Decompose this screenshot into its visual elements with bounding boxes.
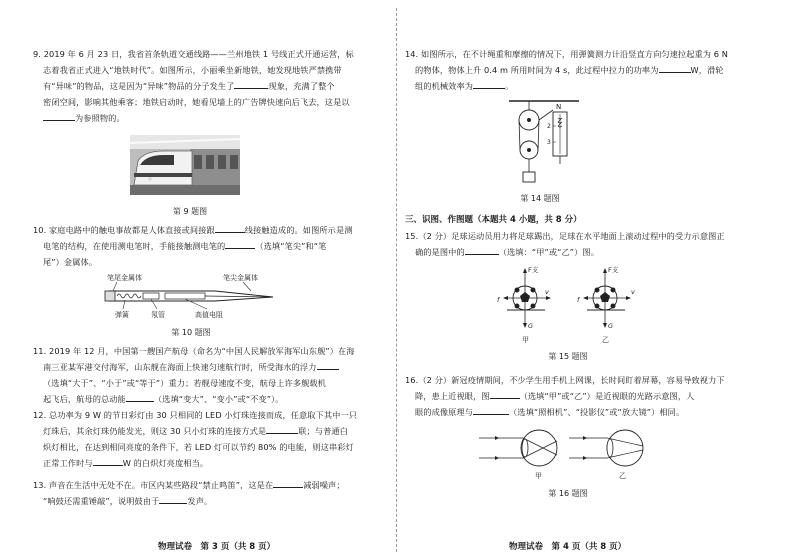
q10-figure-caption: 第 10 题图: [171, 328, 211, 337]
q12-line2: [33, 423, 383, 439]
q11-line4: [33, 391, 383, 407]
q10-blank-1[interactable]: [215, 222, 245, 233]
q9-blank-1[interactable]: [234, 78, 268, 89]
q12-line1: 12. 总功率为 9 W 的节日彩灯由 30 只相同的 LED 小灯珠连接而成，任意取下其中一只: [33, 410, 358, 420]
scale-tick-3: 3: [547, 139, 551, 146]
q16-blank-1[interactable]: [490, 388, 520, 399]
question-13: [33, 477, 383, 509]
jia-label-G: G: [528, 322, 534, 330]
q14-blank-1[interactable]: [659, 62, 691, 73]
q12-line2a: 灯珠后，其余灯珠仍能发光，则这 30 只小灯珠的连接方式是: [43, 426, 267, 436]
q12-blank-2[interactable]: [93, 455, 123, 466]
eye-yi-label: 乙: [619, 472, 626, 480]
question-10: [33, 222, 383, 270]
yi-label-F: F支: [608, 266, 619, 274]
football-diagram-jia: [497, 265, 551, 344]
section-3-heading: 三、识图、作图题（本题共 4 小题，共 8 分）: [405, 215, 582, 225]
q14-line3a: 组的机械效率为: [415, 81, 474, 91]
q9-line4: 密闭空间，影响其他乘客；地铁启动时，她看见墙上的广告牌快速向后飞去，这是以: [43, 97, 350, 107]
q10-line1b: 线接触造成的。如图所示是测: [244, 225, 353, 235]
eye-diagram-yi: [569, 430, 643, 480]
eye-light-path-diagram: [477, 424, 657, 484]
question-9: [33, 46, 383, 126]
q9-line3a: 有“异味”的物品，这是因为“异味”物品的分子发生了: [43, 81, 235, 91]
q16-line2a: 降，患上近视眼，图: [415, 391, 490, 401]
q12-line4a: 正常工作时与: [43, 458, 93, 468]
scale-tick-2: 2: [547, 123, 551, 130]
q11-blank-1[interactable]: [317, 359, 339, 370]
q14-line1: 14. 如图所示，在不计绳重和摩擦的情况下，用弹簧测力计沿竖直方向匀速拉起重为 6 N: [405, 49, 729, 59]
q9-line3: [33, 78, 383, 94]
q10-line1a: 10. 家庭电路中的触电事故都是人体直接或间接跟: [33, 225, 215, 235]
q15-line2b: （选填：“甲”或“乙”）图。: [498, 247, 599, 257]
question-14: [405, 46, 765, 94]
yi-label-G: G: [608, 322, 614, 330]
yi-label-v: v: [631, 288, 635, 296]
q9-blank-2[interactable]: [43, 110, 75, 121]
q16-line2: [405, 388, 765, 404]
question-11: [33, 343, 383, 407]
q16-line3b: （选填“照相机”、“投影仪”或“放大镜”）相同。: [509, 407, 685, 417]
q10-line2: [33, 238, 383, 254]
q13-line1b: 减弱噪声；: [303, 480, 345, 490]
q15-line2: [405, 244, 765, 260]
q12-line2b: 联；与普通白: [298, 426, 348, 436]
q11-line2: [33, 359, 383, 375]
jia-label-F: F支: [528, 266, 539, 274]
q9-line2: 志着我省正式进入“地铁时代”。如图所示，小丽乘坐新地铁，她发现地铁严禁携带: [43, 65, 342, 75]
question-15: [405, 228, 765, 260]
q16-line2b: （选填“甲”或“乙”）是近视眼的光路示意图，人: [519, 391, 695, 401]
q13-blank-2[interactable]: [159, 493, 187, 504]
q13-line2: [33, 493, 383, 509]
yi-label-f: f: [577, 296, 580, 304]
q14-figure-caption: 第 14 题图: [520, 194, 560, 203]
q11-line3: （选填“大于”、“小于”或“等于”）重力；若舰母速度不变，航母上许多舰载机: [43, 378, 326, 388]
eye-diagram-jia: [479, 430, 557, 480]
q10-line3: 尾”）金属体。: [43, 257, 98, 267]
yi-label: 乙: [602, 336, 609, 344]
q15-line1: 15.（2 分）足球运动员用力将足球踢出，足球在水平地面上滚动过程中的受力示意图正: [405, 231, 725, 241]
label-spring: 弹簧: [115, 311, 129, 319]
q12-line4: [33, 455, 383, 471]
q12-blank-1[interactable]: [266, 423, 298, 434]
q10-line2a: 电笔的结构，在使用测电笔时，手能接触测电笔的: [43, 241, 226, 251]
football-diagram-yi: [577, 265, 635, 344]
right-page-footer: 物理试卷 第 4 页（共 8 页）: [509, 542, 627, 552]
q14-line2a: 的物体，物体上升 0.4 m 所用时间为 4 s，此过程中拉力的功率为: [415, 65, 659, 75]
q11-line4a: 起飞后，航母的总动能: [43, 394, 126, 404]
q13-blank-1[interactable]: [273, 477, 303, 488]
q16-line3a: 眼的成像原理与: [415, 407, 474, 417]
q16-line3: [405, 404, 765, 420]
q12-line4b: W 的白炽灯亮度相当。: [122, 458, 209, 468]
question-12: [33, 407, 383, 471]
q12-line3: 炽灯相比，在达到相同亮度的条件下，若 LED 灯可以节约 80% 的电能，则这串彩灯: [43, 442, 354, 452]
q11-line2-text: 南三亚某军港交付海军，山东舰在海面上快速匀速航行时，所受海水的浮力: [43, 362, 317, 372]
q14-blank-2[interactable]: [473, 78, 505, 89]
jia-label-v: v: [545, 288, 549, 296]
q9-line5b: 为参照物的。: [75, 113, 125, 123]
q16-figure-caption: 第 16 题图: [548, 489, 588, 498]
question-16: [405, 372, 765, 420]
q16-blank-2[interactable]: [473, 404, 509, 415]
q11-blank-2[interactable]: [126, 391, 154, 402]
label-tail-metal: 笔尾金属体: [107, 274, 142, 282]
q13-line1: [33, 477, 383, 493]
q13-line2b: 发声。: [187, 496, 213, 506]
q15-line2a: 确的是图中的: [415, 247, 465, 257]
jia-label-f: f: [497, 296, 500, 304]
q10-blank-2[interactable]: [225, 238, 255, 249]
q16-line1: 16.（2 分）新冠疫情期间，不少学生用手机上网课，长时间盯着屏幕，容易导致视力下: [405, 375, 725, 385]
q9-figure-caption: 第 9 题图: [172, 207, 208, 216]
q11-line4b: （选填“变大”、“变小”或“不变”）。: [153, 394, 284, 404]
football-force-diagram: [495, 262, 645, 344]
jia-label: 甲: [522, 336, 529, 344]
test-pen-diagram: [95, 271, 285, 321]
q14-line2: [405, 62, 765, 78]
q9-line5: [33, 110, 383, 126]
q14-line3: [405, 78, 765, 94]
left-page-footer: 物理试卷 第 3 页（共 8 页）: [158, 542, 276, 552]
q10-line2b: （选填“笔尖”和“笔: [255, 241, 327, 251]
q9-line3b: 现象，充满了整个: [268, 81, 335, 91]
q15-blank-1[interactable]: [465, 244, 499, 255]
q10-line1: [33, 222, 383, 238]
q13-line1a: 13. 声音在生活中无处不在。市区内某些路段“禁止鸣笛”，这是在: [33, 480, 274, 490]
label-neon: 氖管: [151, 311, 165, 319]
q11-line1: 11. 2019 年 12 月，中国第一艘国产航母（命名为“中国人民解放军海军山东舰”）在海: [33, 346, 355, 356]
subway-train-photo: [130, 135, 240, 195]
q9-line1: 9. 2019 年 6 月 23 日，我省首条轨道交通线路——兰州地铁 1 号线正式开通运营，标: [33, 49, 354, 59]
pulley-system-diagram: [509, 100, 579, 190]
q15-figure-caption: 第 15 题图: [548, 352, 588, 361]
q13-line2a: “响鼓还需重锤敲”，说明鼓由于: [43, 496, 160, 506]
scale-n-label: N: [556, 103, 562, 111]
label-resistor: 高值电阻: [195, 311, 223, 319]
q14-line2b: W，滑轮: [690, 65, 724, 75]
right-page: [397, 0, 794, 560]
eye-jia-label: 甲: [535, 472, 542, 480]
q14-line3b: 。: [505, 81, 514, 91]
label-tip-metal: 笔尖金属体: [223, 274, 258, 282]
